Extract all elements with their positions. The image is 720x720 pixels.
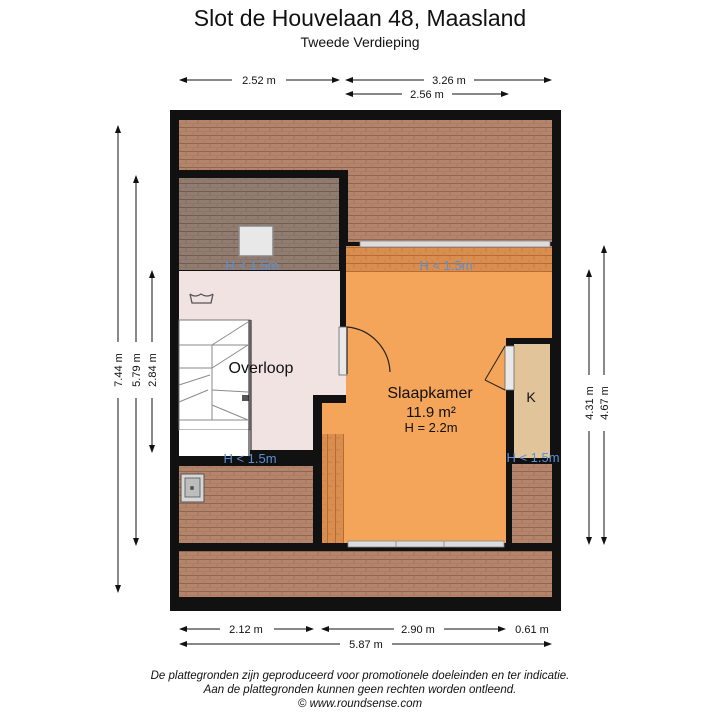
- height-note-top-left: H < 1.5m: [225, 258, 279, 273]
- dim-left-outer: 7.44 m: [113, 353, 125, 387]
- roof-right: [512, 462, 552, 544]
- closet-door-frame: [505, 346, 514, 390]
- sink-icon: [181, 474, 204, 502]
- dim-right-inner: 4.31 m: [584, 386, 596, 420]
- dim-right-outer: 4.67 m: [599, 386, 611, 420]
- skylight: [239, 226, 273, 256]
- dim-bottom-total: 5.87 m: [349, 639, 383, 651]
- dim-top-left: 2.52 m: [242, 75, 276, 87]
- room-area-slaapkamer: 11.9 m²: [406, 404, 456, 421]
- dim-left-mid: 5.79 m: [131, 353, 143, 387]
- wall-landing-bedroom-upper: [340, 271, 346, 327]
- window-top: [360, 241, 550, 247]
- roof-bottom: [179, 550, 552, 597]
- stair-wall: [248, 320, 252, 456]
- dim-bottom-mid: 2.90 m: [401, 624, 435, 636]
- dim-left-inner: 2.84 m: [147, 353, 159, 387]
- wall-top-strip: [179, 170, 348, 178]
- room-height-slaapkamer: H = 2.2m: [404, 420, 458, 435]
- room-label-kast: K: [526, 389, 536, 405]
- floor-subtitle: Tweede Verdieping: [300, 34, 420, 50]
- dim-bottom-left: 2.12 m: [229, 624, 263, 636]
- window-bottom: [348, 541, 504, 547]
- dim-top-inner: 2.56 m: [410, 89, 444, 101]
- footer-copyright: © www.roundsense.com: [297, 698, 423, 710]
- room-label-slaapkamer: Slaapkamer: [387, 385, 473, 402]
- height-note-right: H < 1.5m: [506, 450, 560, 465]
- wall-landing-bedroom-diag: [313, 395, 322, 547]
- bedroom-slope-left: [322, 434, 344, 543]
- dim-top-right: 3.26 m: [432, 75, 466, 87]
- dim-bottom-right: 0.61 m: [515, 624, 549, 636]
- footer-disclaimer-2: Aan de plattegronden kunnen geen rechten worden ontleend.: [203, 684, 517, 696]
- footer-disclaimer-1: De plattegronden zijn geproduceerd voor promotionele doeleinden en ter indicatie.: [150, 670, 570, 682]
- height-note-bottom-left: H < 1.5m: [223, 451, 277, 466]
- page-title: Slot de Houvelaan 48, Maasland: [193, 5, 527, 31]
- bedroom-door-frame: [339, 327, 347, 375]
- room-label-overloop: Overloop: [228, 360, 294, 377]
- height-note-top-mid: H < 1.5m: [419, 258, 473, 273]
- wall-left-top: [339, 170, 348, 250]
